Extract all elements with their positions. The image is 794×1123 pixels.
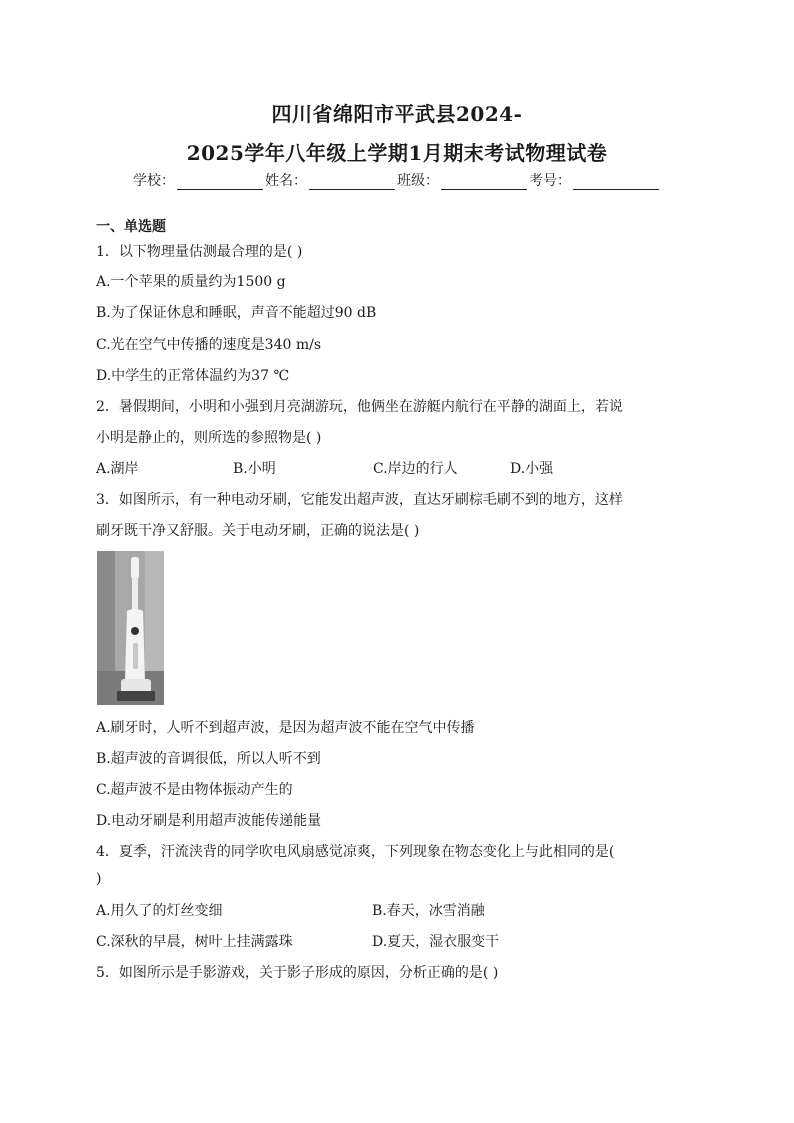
q2-option-a: A.湖岸	[96, 461, 139, 477]
school-label: 学校：	[133, 173, 175, 189]
class-blank[interactable]	[441, 175, 527, 190]
class-label: 班级：	[397, 173, 439, 189]
q3-option-d: D.电动牙刷是利用超声波能传递能量	[96, 813, 322, 829]
school-blank[interactable]	[177, 175, 263, 190]
toothbrush-illustration	[97, 551, 164, 705]
q3-stem-line1: 3．如图所示，有一种电动牙刷，它能发出超声波，直达牙刷棕毛刷不到的地方，这样	[96, 492, 623, 508]
q1-stem: 1．以下物理量估测最合理的是( )	[96, 244, 303, 260]
q1-option-a: A.一个苹果的质量约为1500 g	[96, 274, 286, 290]
q2-option-d: D.小强	[510, 461, 554, 477]
q2-stem-line2: 小明是静止的，则所选的参照物是( )	[96, 430, 322, 446]
q4-option-a: A.用久了的灯丝变细	[96, 903, 223, 919]
q3-option-c: C.超声波不是由物体振动产生的	[96, 782, 293, 798]
name-blank[interactable]	[309, 175, 395, 190]
exam-no-label: 考号：	[529, 173, 571, 189]
q3-stem-line2: 刷牙既干净又舒服。关于电动牙刷，正确的说法是( )	[96, 523, 420, 539]
q5-stem: 5．如图所示是手影游戏，关于影子形成的原因，分析正确的是( )	[96, 965, 499, 981]
q4-stem-line1: 4．夏季，汗流浃背的同学吹电风扇感觉凉爽，下列现象在物态变化上与此相同的是(	[96, 844, 615, 860]
exam-no-field	[529, 170, 661, 190]
q4-stem-line2: )	[96, 871, 102, 887]
q4-option-b: B.春天，冰雪消融	[372, 903, 485, 919]
school-field	[133, 170, 265, 190]
student-info-row	[0, 170, 794, 190]
q3-option-b: B.超声波的音调很低，所以人听不到	[96, 751, 321, 767]
q2-option-c: C.岸边的行人	[373, 461, 458, 477]
q2-stem-line1: 2．暑假期间，小明和小强到月亮湖游玩，他俩坐在游艇内航行在平静的湖面上，若说	[96, 399, 623, 415]
q4-option-d: D.夏天，湿衣服变干	[372, 934, 500, 950]
q1-option-c: C.光在空气中传播的速度是340 m/s	[96, 337, 322, 353]
name-field	[265, 170, 397, 190]
q4-option-c: C.深秋的早晨，树叶上挂满露珠	[96, 934, 293, 950]
q3-option-a: A.刷牙时，人听不到超声波，是因为超声波不能在空气中传播	[96, 720, 475, 736]
name-label: 姓名：	[265, 173, 307, 189]
class-field	[397, 170, 529, 190]
q1-option-d: D.中学生的正常体温约为37 ℃	[96, 368, 290, 384]
section-heading: 一、单选题	[96, 219, 166, 235]
exam-title-line1: 四川省绵阳市平武县2024-	[271, 102, 523, 126]
exam-no-blank[interactable]	[573, 175, 659, 190]
q2-option-b: B.小明	[233, 461, 276, 477]
exam-title-line2: 2025学年八年级上学期1月期末考试物理试卷	[186, 141, 608, 165]
q1-option-b: B.为了保证休息和睡眠，声音不能超过90 dB	[96, 305, 377, 321]
electric-toothbrush-image	[97, 551, 164, 705]
